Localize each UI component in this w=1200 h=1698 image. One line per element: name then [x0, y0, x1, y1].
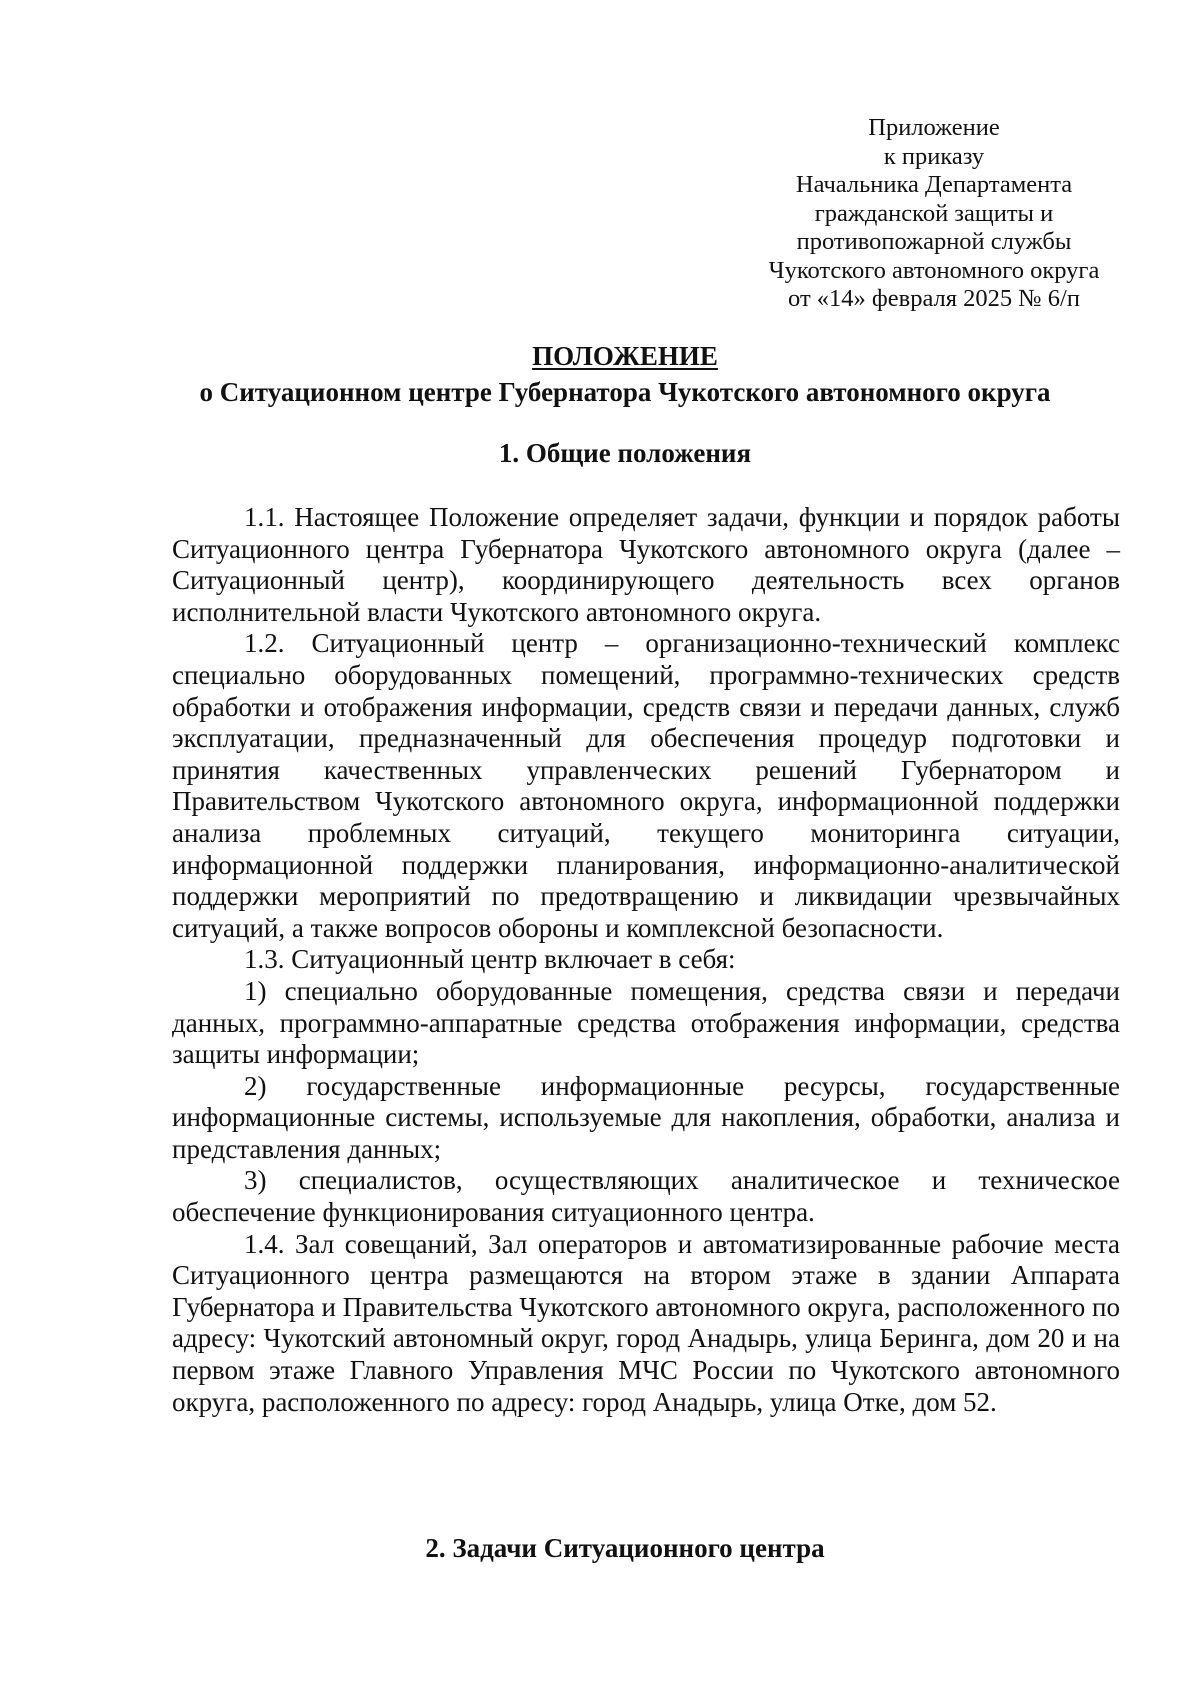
paragraph-1-1: 1.1. Настоящее Положение определяет задачи, функции и порядок работы Ситуационного центра Губернатора Чукотского автономного округа (далее – Ситуационный центр), координирующего деятельность всех органов исполнительной власти Чукотского автономного округа. — [172, 502, 1120, 627]
document-subtitle: о Ситуационном центре Губернатора Чукотского автономного округа — [199, 377, 1051, 407]
list-item-3: 3) специалистов, осуществляющих аналитическое и техническое обеспечение функционирования ситуационного центра. — [172, 1165, 1120, 1228]
section-1-body — [172, 502, 1120, 1418]
appendix-line: Приложение — [868, 114, 1000, 141]
section-heading-1: 1. Общие положения — [498, 438, 752, 468]
list-item-2: 2) государственные информационные ресурсы, государственные информационные системы, используемые для накопления, обработки, анализа и представления данных; — [172, 1070, 1120, 1164]
paragraph-1-4: 1.4. Зал совещаний, Зал операторов и автоматизированные рабочие места Ситуационного центра размещаются на втором этаже в здании Аппарата Губернатора и Правительства Чукотского автономного округа, расположенного по адресу: Чукотский автономный округ, город Анадырь, улица Беринга, дом 20 и на первом этаже Главного Управления МЧС России по Чукотского автономного округа, расположенного по адресу: город Анадырь, улица Отке, дом 52. — [172, 1228, 1120, 1417]
document-title: ПОЛОЖЕНИЕ — [532, 341, 718, 371]
appendix-line: гражданской защиты и — [814, 199, 1054, 227]
section-heading-2: 2. Задачи Ситуационного центра — [425, 1533, 825, 1563]
list-item-1: 1) специально оборудованные помещения, средства связи и передачи данных, программно-аппаратные средства отображения информации, средства защиты информации; — [172, 975, 1120, 1070]
appendix-line: к приказу — [883, 142, 985, 170]
appendix-line: противопожарной службы — [796, 228, 1072, 255]
appendix-line: от «14» февраля 2025 № 6/п — [788, 285, 1080, 312]
appendix-line: Начальника Департамента — [795, 171, 1073, 198]
paragraph-1-3: 1.3. Ситуационный центр включает в себя: — [244, 944, 736, 975]
appendix-block — [744, 114, 1124, 314]
paragraph-1-2: 1.2. Ситуационный центр – организационно-технический комплекс специально оборудованных помещений, программно-технических средств обработки и отображения информации, средств связи и передачи данных, служб эксплуатации, предназначенный для обеспечения процедур подготовки и принятия качественных управленческих решений Губернатором и Правительством Чукотского автономного округа, информационной поддержки анализа проблемных ситуаций, текущего мониторинга ситуации, информационной поддержки планирования, информационно-аналитической поддержки мероприятий по предотвращению и ликвидации чрезвычайных ситуаций, а также вопросов обороны и комплексной безопасности. — [172, 628, 1120, 943]
appendix-line: Чукотского автономного округа — [768, 256, 1100, 284]
